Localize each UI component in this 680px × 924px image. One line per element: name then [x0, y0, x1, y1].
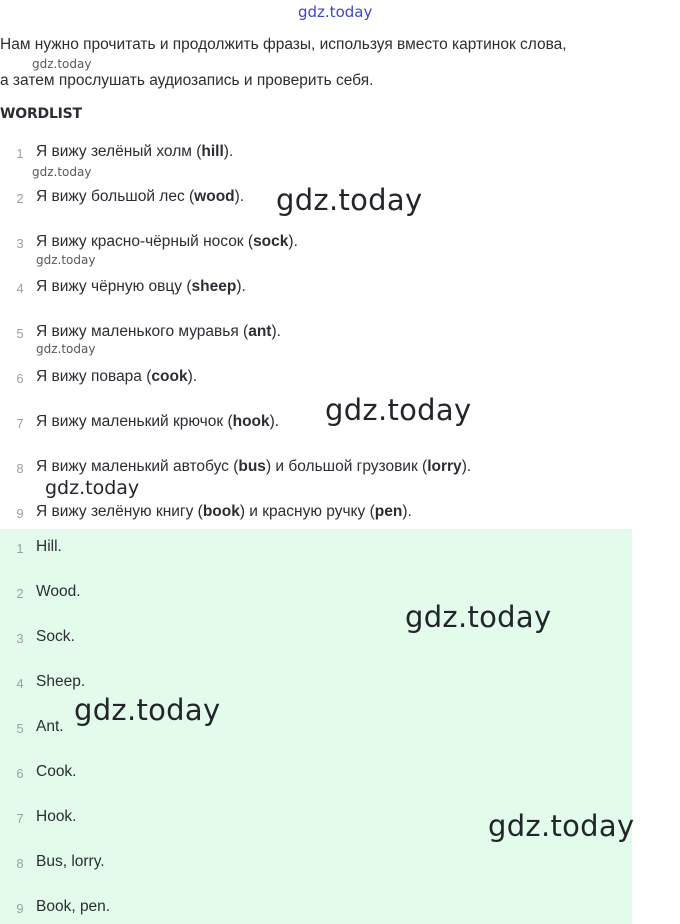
sentence-text: Я вижу зелёную книгу (book) и красную ручку (pen).: [36, 503, 412, 520]
sentence-number: 9: [16, 506, 24, 521]
sentence-number: 2: [16, 191, 24, 206]
watermark-top: gdz.today: [298, 3, 373, 21]
watermark: gdz.today: [32, 57, 92, 71]
answer-number: 8: [16, 856, 24, 871]
sentence-number: 5: [16, 326, 24, 341]
watermark: gdz.today: [45, 477, 140, 499]
sentence-number: 1: [16, 146, 24, 161]
answer-number: 7: [16, 811, 24, 826]
answer-text: Cook.: [36, 763, 77, 780]
sentence-text: Я вижу красно-чёрный носок (sock).: [36, 233, 298, 250]
sentence-text: Я вижу повара (cook).: [36, 368, 198, 385]
answer-text: Hill.: [36, 538, 62, 555]
sentence-text: Я вижу маленький крючок (hook).: [36, 413, 280, 430]
answer-text: Book, pen.: [36, 898, 111, 915]
sentence-text: Я вижу маленького муравья (ant).: [36, 323, 281, 340]
answer-number: 2: [16, 586, 24, 601]
answer-number: 1: [16, 541, 24, 556]
answer-text: Sock.: [36, 628, 75, 645]
sentence-text: Я вижу чёрную овцу (sheep).: [36, 278, 246, 295]
watermark: gdz.today: [405, 600, 552, 634]
watermark: gdz.today: [32, 165, 92, 179]
watermark: gdz.today: [74, 693, 221, 727]
answer-text: Sheep.: [36, 673, 86, 690]
sentence-number: 4: [16, 281, 24, 296]
answer-text: Wood.: [36, 583, 81, 600]
watermark: gdz.today: [276, 183, 423, 217]
answer-number: 9: [16, 901, 24, 916]
answer-text: Hook.: [36, 808, 77, 825]
sentence-text: Я вижу зелёный холм (hill).: [36, 143, 234, 160]
sentence-text: Я вижу маленький автобус (bus) и большой грузовик (lorry).: [36, 458, 472, 475]
watermark: gdz.today: [36, 253, 96, 267]
watermark: gdz.today: [36, 342, 96, 356]
answer-number: 5: [16, 721, 24, 736]
answer-number: 6: [16, 766, 24, 781]
intro-line-2: а затем прослушать аудиозапись и проверить себя.: [0, 72, 374, 89]
watermark: gdz.today: [488, 809, 635, 843]
intro-line-1: Нам нужно прочитать и продолжить фразы, используя вместо картинок слова,: [0, 36, 567, 53]
answer-text: Bus, lorry.: [36, 853, 105, 870]
sentence-number: 6: [16, 371, 24, 386]
answer-number: 3: [16, 631, 24, 646]
wordlist-heading: WORDLIST: [0, 106, 82, 122]
answer-text: Ant.: [36, 718, 64, 735]
sentence-number: 8: [16, 461, 24, 476]
watermark: gdz.today: [325, 393, 472, 427]
sentence-number: 3: [16, 236, 24, 251]
sentence-number: 7: [16, 416, 24, 431]
answer-number: 4: [16, 676, 24, 691]
sentence-text: Я вижу большой лес (wood).: [36, 188, 245, 205]
